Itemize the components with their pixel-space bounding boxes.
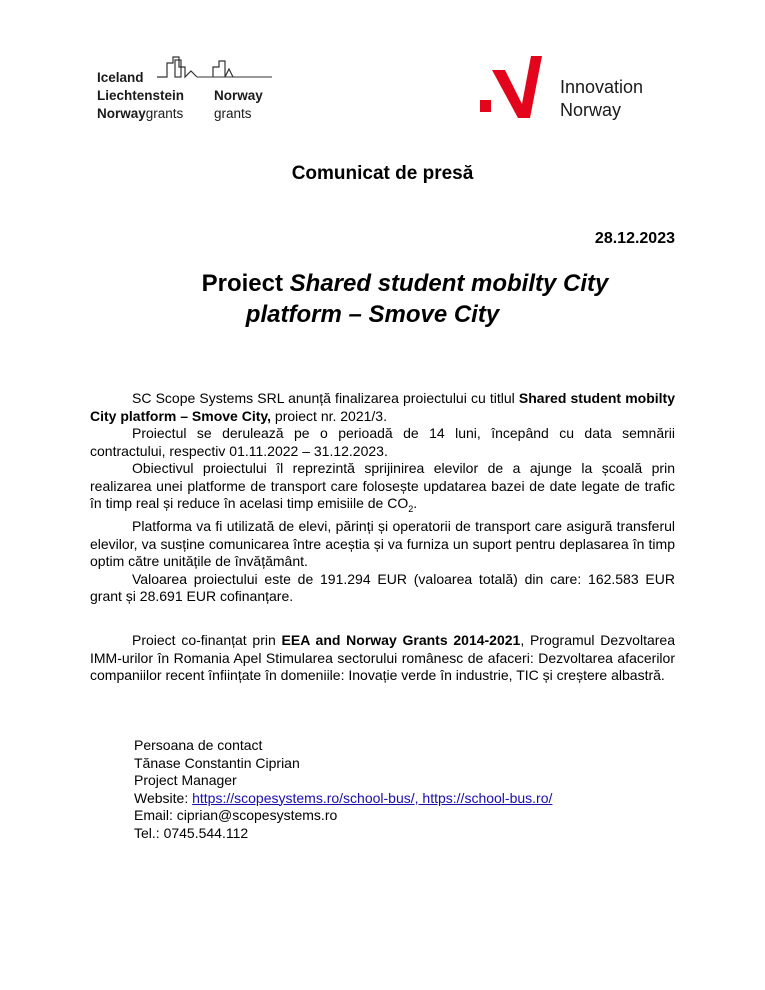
contact-phone: Tel.: 0745.544.112 [134, 824, 249, 841]
paragraph-funding: Proiect co-finanțat prin EEA and Norway Grants 2014-2021, Programul Dezvoltarea IMM-urilor în Romania Apel Stimularea sectorului românesc de afaceri: Dezvoltarea afacerilor companiilor recent înființate în domeniile: Inovație verde în industrie, TIC și creștere albastră. [90, 632, 675, 683]
innovation-norway-mark-icon [478, 52, 548, 120]
eea-norway: Norway [97, 106, 146, 121]
website-link[interactable]: https://scopesystems.ro/school-bus/, https://school-bus.ro/ [192, 789, 553, 806]
contact-block [134, 737, 552, 842]
project-title-line1: Proiect Shared student mobilty City [201, 270, 609, 297]
eea-grants: grants [145, 106, 184, 121]
paragraph-platform: Platforma va fi utilizată de elevi, părinți și operatorii de transport care asigură transferul elevilor, va susține comunicarea între aceștia și va furniza un suport pentru deplasarea în timp optim către unitățile de învățământ. [90, 518, 675, 570]
paragraph-value: Valoarea proiectului este de 191.294 EUR (valoarea totală) din care: 162.583 EUR grant și 28.691 EUR cofinanțare. [90, 570, 675, 605]
release-date: 28.12.2023 [594, 230, 675, 247]
norway-word: Norway [560, 100, 622, 120]
paragraph-duration: Proiectul se derulează pe o perioadă de 14 luni, începând cu data semnării contractului, respectiv 01.11.2022 – 31.12.2023. [90, 425, 675, 459]
paragraph-objective: Obiectivul proiectului îl reprezintă sprijinirea elevilor de a ajunge la școală prin realizarea unei platforme de transport care folosește updatarea bazei de date legate de trafic în timp real și reduce în acelasi timp emisiile de $CO_2$. [90, 460, 675, 514]
contact-website: Website: https://scopesystems.ro/school-bus/, https://school-bus.ro/ [134, 789, 553, 806]
eea-iceland: Iceland [97, 70, 144, 85]
contact-name: Tănase Constantin Ciprian [134, 754, 300, 771]
eea-text-left [97, 69, 184, 123]
project-title [0, 268, 765, 330]
contact-email: Email: ciprian@scopesystems.ro [134, 807, 338, 823]
contact-role: Project Manager [134, 772, 237, 788]
norway-grants-grants: grants [214, 106, 252, 121]
project-name-part2: platform – Smove City [245, 301, 500, 328]
innovation-word: Innovation [560, 77, 644, 97]
innovation-norway-logo [478, 52, 668, 122]
funding-section [90, 632, 675, 685]
paragraph-announcement: SC Scope Systems SRL anunță finalizarea proiectului cu titlul Shared student mobilty City platform – Smove City, proiect nr. 2021/3. [90, 390, 675, 424]
press-release-title: Comunicat de presă [291, 163, 474, 184]
project-name-part1: Shared student mobilty City [289, 270, 609, 297]
innovation-norway-wordmark [560, 76, 643, 122]
norway-grants-norway: Norway [214, 88, 263, 103]
eea-liechtenstein: Liechtenstein [97, 88, 185, 103]
norway-grants-text [214, 87, 263, 123]
contact-heading: Persoana de contact [134, 737, 263, 753]
announcement-section [90, 390, 675, 606]
eea-norway-grants-logo [97, 55, 287, 125]
